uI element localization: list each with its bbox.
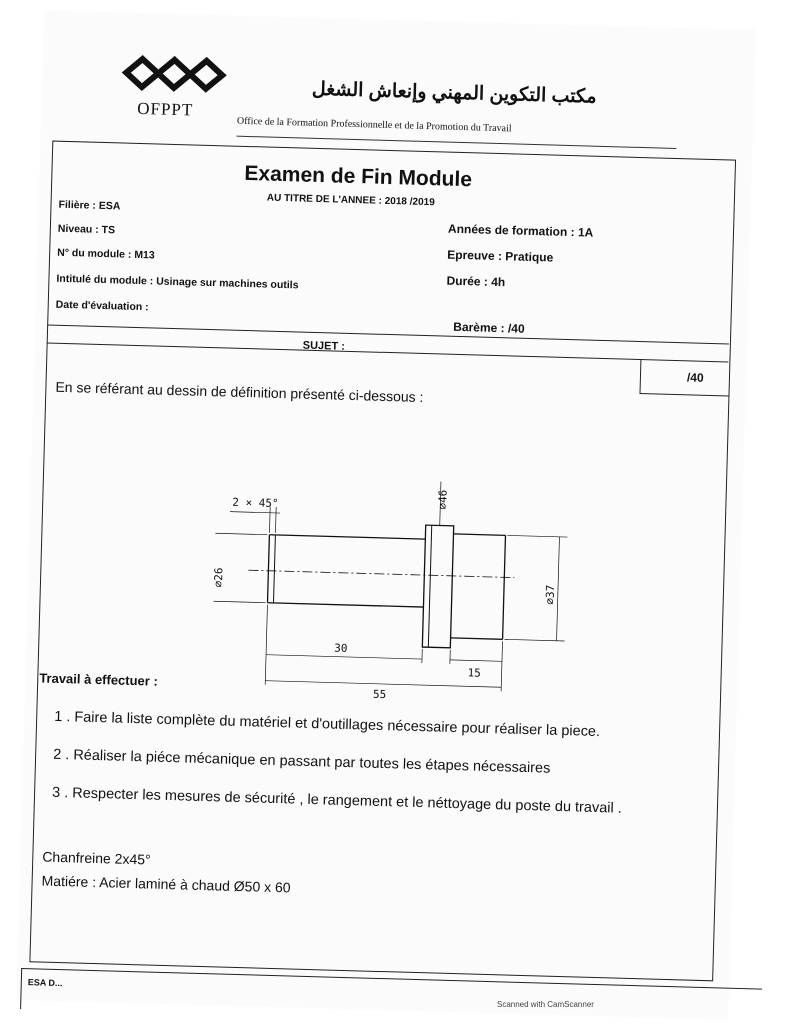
score-box [639,359,729,396]
sujet-label: SUJET : [303,340,346,353]
footer-label: ESA D... [28,977,63,988]
field-module-title: Intitulé du module : Usinage sur machines outils [56,273,298,292]
logo-text: OFPPT [137,99,194,121]
field-date: Date d'évaluation : [56,299,149,314]
chamfer-note: Chanfreine 2x45° [42,849,151,868]
field-bareme: Barème : /40 [453,320,525,336]
material-note: Matiére : Acier laminé à chaud Ø50 x 60 [41,873,290,896]
chamfer-dimension: 2 × 45° [232,496,279,510]
exam-year: AU TITRE DE L'ANNEE : 2018 /2019 [267,193,435,209]
score-label: /40 [687,370,704,384]
subject-intro: En se référant au dessin de définition présenté ci-dessous : [55,379,423,405]
length-30-dimension: 30 [334,642,348,655]
technical-drawing [205,435,552,704]
exam-sheet [16,10,755,1019]
field-module-number: N° du module : M13 [57,247,155,262]
diameter-26-dimension: ⌀26 [212,567,226,587]
field-annees: Années de formation : 1A [448,222,594,240]
length-55-dimension: 55 [373,688,387,701]
office-line: Office de la Formation Professionnelle et de la Promotion du Travail [237,116,512,135]
scanned-watermark: Scanned with CamScanner [497,1000,594,1009]
field-epreuve: Epreuve : Pratique [447,248,553,265]
field-duree: Durée : 4h [446,274,505,290]
work-step-3: 3 . Respecter les mesures de sécurité , le rangement et le néttoyage du poste du travail . [52,785,622,817]
work-heading: Travail à effectuer : [39,670,158,688]
work-step-1: 1 . Faire la liste complète du matériel et d'outillages nécessaire pour réaliser la piece. [54,709,600,740]
diameter-37-dimension: ⌀37 [544,585,558,605]
work-step-2: 2 . Réaliser la piéce mécanique en passant par toutes les étapes nécessaires [53,747,551,777]
arabic-title: مكتب التكوين المهني وإنعاش الشغل [312,78,597,109]
diameter-46-dimension: ⌀46 [436,490,450,510]
field-filiere: Filière : ESA [58,199,120,213]
field-niveau: Niveau : TS [58,223,116,237]
length-15-dimension: 15 [467,666,481,679]
exam-title: Examen de Fin Module [244,162,472,192]
